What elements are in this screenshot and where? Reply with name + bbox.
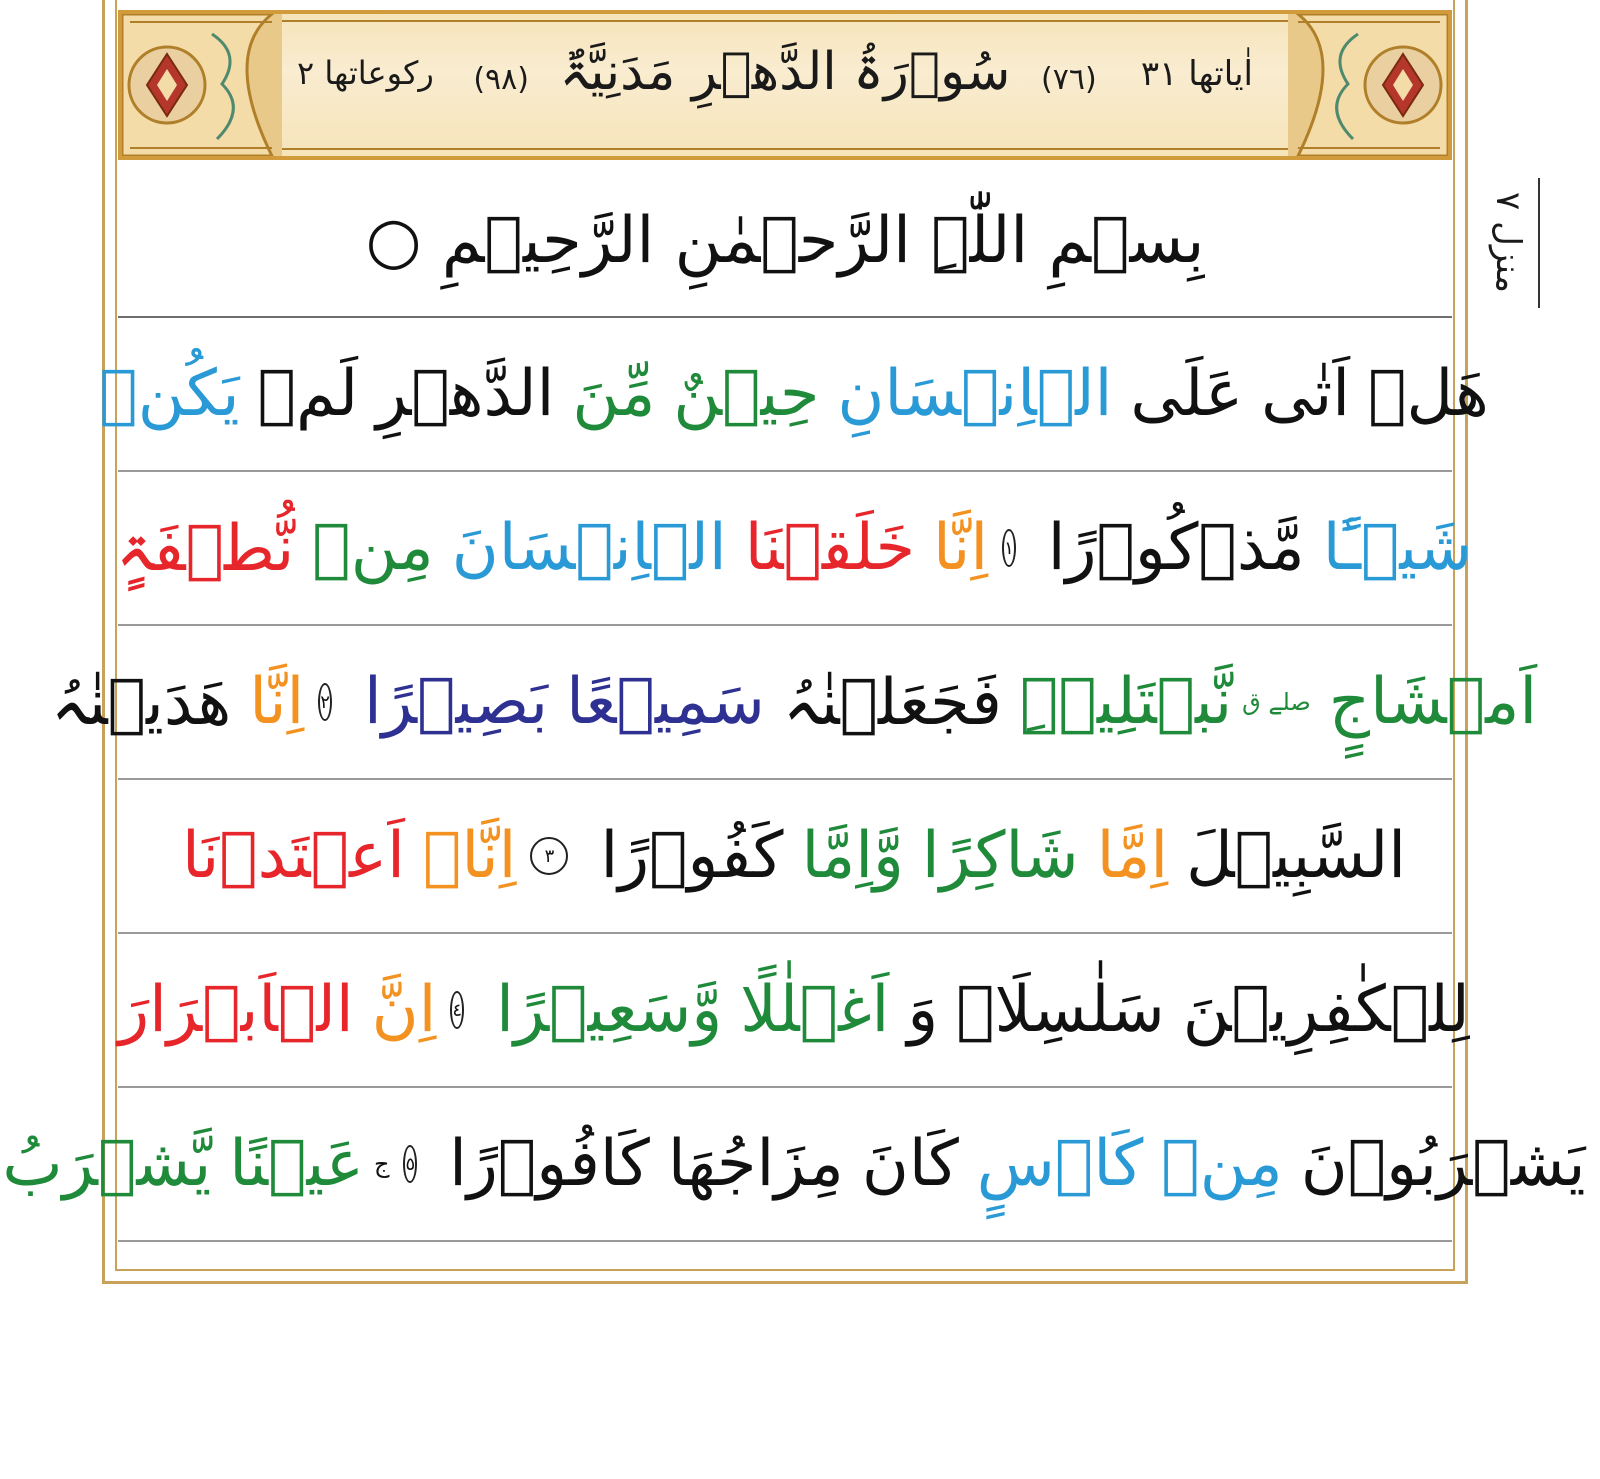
verse-word: نَّبۡتَلِیۡہِ: [1020, 665, 1233, 739]
verse-word: لِلۡکٰفِرِیۡنَ: [1182, 973, 1470, 1047]
verse-word: عَلَی: [1130, 357, 1244, 431]
ayah-number-marker: ٢: [318, 683, 332, 721]
verse-line: [99, 318, 1489, 472]
verse-word: عَیۡنًا: [229, 1127, 364, 1201]
verse-word: سَمِیۡعًا: [566, 665, 765, 739]
verse-word: یَّشۡرَبُ: [2, 1127, 212, 1201]
verse-word: اِنَّا: [249, 665, 305, 739]
verse-word: یَکُنۡ: [99, 357, 240, 431]
verse-word: نُّطۡفَۃٍ: [115, 511, 295, 586]
verse-word: مِنۡ: [312, 511, 434, 585]
ayah-number-marker: ٣: [530, 837, 568, 875]
verse-word: بَصِیۡرًا: [363, 665, 549, 739]
bismillah-line: [118, 166, 1452, 318]
revelation-order: (٩٨): [473, 62, 529, 97]
verse-word: ھَدَیۡنٰہُ: [50, 665, 232, 740]
verse-word: کَافُوۡرًا: [449, 1127, 650, 1201]
verse-word: اِمَّا: [1096, 819, 1169, 893]
ornament-right-icon: [1288, 14, 1448, 156]
verse-word: السَّبِیۡلَ: [1186, 819, 1407, 893]
ruku-count-label: رکوعاتھا ٢: [297, 54, 434, 92]
verse-word: شَیۡـًٔا: [1322, 511, 1473, 585]
verse-word: اَتٰی: [1261, 357, 1351, 431]
verse-word: الۡاِنۡسَانَ: [451, 511, 727, 585]
verse-line: [115, 472, 1473, 626]
verse-container: [2, 318, 1586, 1242]
surah-title: [459, 42, 1110, 102]
verse-line: [50, 626, 1538, 780]
verse-word: کَفُوۡرًا: [600, 819, 784, 893]
waqf-mark: صلے ق: [1242, 688, 1311, 716]
ornament-left-icon: [122, 14, 282, 156]
verse-word: خَلَقۡنَا: [744, 511, 916, 585]
verse-word: اَغۡلٰلًا: [740, 973, 890, 1047]
ayah-number-marker: ٤: [450, 991, 464, 1029]
verse-word: سَلٰسِلَا۠: [956, 973, 1165, 1047]
surah-number: (٧٦): [1041, 62, 1097, 97]
verse-word: الۡاِنۡسَانِ: [837, 357, 1113, 431]
verse-word: لَمۡ: [257, 357, 359, 431]
verse-word: مِزَاجُھَا: [667, 1127, 844, 1201]
verse-word: الدَّھۡرِ: [376, 357, 555, 431]
verse-word: ھَلۡ: [1368, 357, 1489, 431]
verse-word: وَّاِمَّا: [801, 819, 904, 893]
verse-word: مِنۡ: [1161, 1127, 1283, 1201]
ayah-number-marker: ١: [1002, 529, 1016, 567]
verse-word: اِنَّاۤ: [422, 819, 517, 893]
verse-word: اِنَّا: [933, 511, 989, 585]
ayat-count-label: اٰیاتھا ۳۱: [1140, 54, 1253, 94]
verse-word: حِیۡنٌ: [673, 357, 820, 431]
verse-word: الۡاَبۡرَارَ: [118, 973, 354, 1047]
manzil-label: منزل ٧: [1478, 178, 1540, 308]
verse-line: [2, 1088, 1586, 1242]
verse-word: اَعۡتَدۡنَا: [181, 819, 405, 893]
verse-word: وَ: [907, 973, 939, 1047]
verse-word: کَاۡسٍ: [976, 1127, 1144, 1201]
verse-word: مَّذۡکُوۡرًا: [1047, 511, 1305, 585]
verse-word: شَاکِرًا: [921, 819, 1079, 893]
verse-line: [118, 934, 1470, 1088]
verse-word: مِّنَ: [572, 357, 656, 431]
verse-word: اِنَّ: [371, 973, 437, 1047]
surah-header: [118, 10, 1452, 160]
verse-word: کَانَ: [861, 1127, 959, 1201]
verse-word: فَجَعَلۡنٰہُ: [782, 665, 1002, 740]
waqf-mark: ج: [373, 1150, 390, 1178]
verse-word: یَشۡرَبُوۡنَ: [1300, 1127, 1586, 1201]
verse-word: اَمۡشَاجٍ: [1328, 665, 1538, 739]
ayah-number-marker: ٥: [403, 1145, 417, 1183]
surah-name: سُوۡرَۃُ الدَّھۡرِ مَدَنِیَّۃٌ: [559, 42, 1011, 102]
verse-line: [118, 780, 1452, 934]
bismillah-text: بِسۡمِ اللّٰہِ الرَّحۡمٰنِ الرَّحِیۡمِ ○: [365, 204, 1205, 278]
verse-word: وَّسَعِیۡرًا: [496, 973, 723, 1047]
